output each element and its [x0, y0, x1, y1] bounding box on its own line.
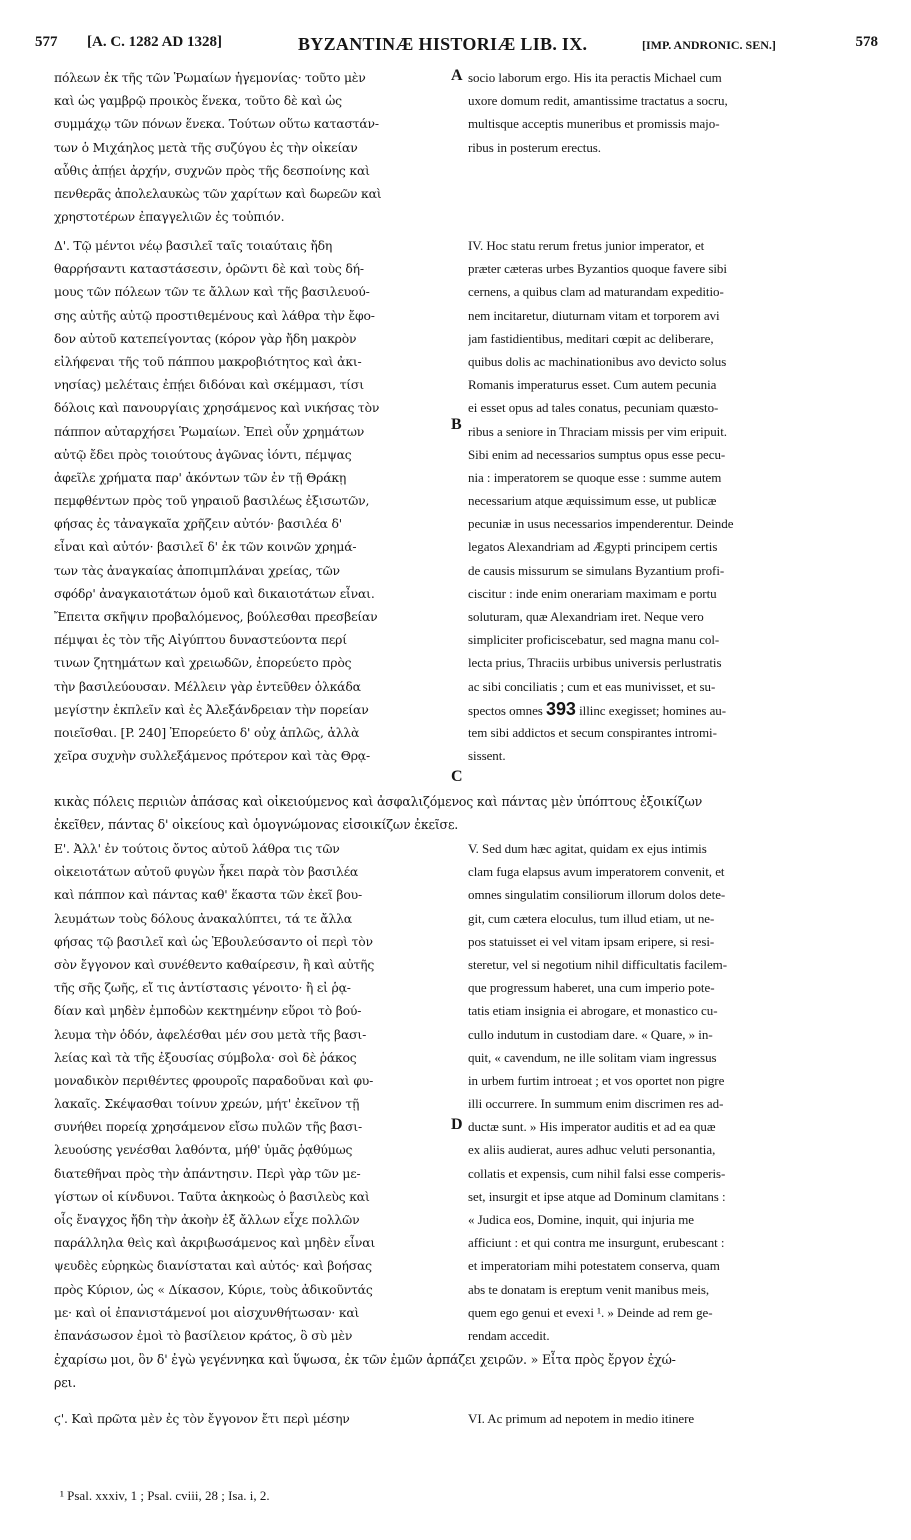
- text-line: et imperatoriam mihi potestatem conserva, quam: [468, 1258, 720, 1274]
- text-line: socio laborum ergo. His ita peractis Michael cum: [468, 70, 722, 85]
- text-line: λευούσης γενέσθαι λαθόντα, μήθ' ὑμᾶς ῥᾳθύμως: [54, 1142, 353, 1158]
- text-line: νησίας) μελέταις ἐπῄει διδόναι καὶ σκέμμασι, τίσι: [54, 377, 364, 393]
- text-line: τὴν βασιλεύουσαν. Μέλλειν γὰρ ἐντεῦθεν ὁλκάδα: [54, 678, 361, 694]
- text-line: afficiunt : et qui contra me insurgunt, erubescant :: [468, 1235, 725, 1251]
- text-line: necessarium atque æquissimum esse, ut publicæ: [468, 493, 717, 509]
- running-header-title: BYZANTINÆ HISTORIÆ LIB. IX.: [298, 34, 588, 54]
- text-line: πρὸς Κύριον, ὡς « Δίκασον, Κύριε, τοὺς ἀδικοῦντάς: [54, 1281, 373, 1297]
- greek-full-width-line: ἐχαρίσω μοι, ὃν δ' ἐγὼ γεγέννηκα καὶ ὕψωσα, ἐκ τῶν ἐμῶν ἁρπάζει χειρῶν. » Εἶτα πρὸς ἔργον ἐχώ-: [54, 1352, 676, 1367]
- text-line: collatis et expensis, cum nihil falsi esse comperis-: [468, 1165, 726, 1181]
- margin-marker-b: B: [451, 416, 462, 433]
- text-line: συμμάχῳ τῶν πόνων ἕνεκα. Τούτων οὕτω καταστάν-: [54, 116, 379, 132]
- margin-marker-d: D: [451, 1116, 463, 1133]
- text-segment: illinc exegisset; homines au-: [575, 702, 727, 718]
- text-line: omnes singulatim consiliorum illorum dolos dete-: [468, 887, 726, 903]
- text-line: set, insurgit et ipse atque ad Dominum clamitans :: [468, 1188, 726, 1204]
- text-line: ἐπανάσωσον ἐμοὶ τὸ βασίλειον κράτος, ὃ σὺ μὲν: [54, 1327, 353, 1343]
- greek-full-width-line: ρει.: [54, 1375, 77, 1390]
- text-line: quem ego genui et evexi ¹. » Deinde ad rem ge-: [468, 1304, 713, 1320]
- text-line: rendam accedit.: [468, 1327, 550, 1343]
- text-line: nem incitaretur, diuturnam vitam et torporem avi: [468, 307, 720, 323]
- text-line: των τὰς ἀναγκαίας ἀποπιμπλάναι χρείας, τῶν: [54, 562, 340, 578]
- greek-full-width-line: ἐκεῖθεν, πάντας δ' οἰκείους καὶ ὁμογνώμονας εἰσοικίζων ἐκεῖσε.: [54, 817, 459, 832]
- text-line: steretur, vel si negotium nihil difficultatis facilem-: [468, 956, 728, 972]
- text-line: λευμα τὴν ὁδόν, ἀφελέσθαι μέν σου μετὰ τῆς βασι-: [54, 1026, 367, 1042]
- text-line: ex aliis audierat, aures adhuc veluti personantia,: [468, 1142, 716, 1158]
- text-line: πέμψαι ἐς τὸν τῆς Αἰγύπτου δυναστεύοντα περί: [54, 632, 347, 648]
- text-line: uxore domum redit, amantissime tractatus a socru,: [468, 93, 728, 109]
- text-line: μεγίστην ἐκπλεῖν καὶ ἐς Ἀλεξάνδρειαν τὴν πορείαν: [54, 701, 369, 717]
- margin-marker-c: C: [451, 768, 463, 785]
- running-header-left: [35, 34, 222, 58]
- text-line: μοναδικὸν περιθέντες φρουροῖς παραδοῦναι καὶ φυ-: [54, 1072, 374, 1088]
- text-line: Δ'. Τῷ μέντοι νέῳ βασιλεῖ ταῖς τοιαύταις ἤδη: [54, 238, 333, 253]
- text-line: jam fastidientibus, meditari cœpit ac deliberare,: [468, 330, 714, 346]
- text-line: καὶ ὡς γαμβρῷ προικὸς ἕνεκα, τοῦτο δὲ καὶ ὡς: [54, 93, 342, 109]
- footnote: ¹ Psal. xxxiv, 1 ; Psal. cviii, 28 ; Isa. i, 2.: [60, 1488, 270, 1503]
- text-line: θαρρήσαντι καταστάσεσιν, ὁρῶντι δὲ καὶ τοὺς δή-: [54, 261, 364, 277]
- text-line: με· καὶ οἱ ἐπανιστάμενοί μοι αἰσχυνθήτωσαν· καὶ: [54, 1304, 360, 1320]
- text-line-with-page-number: [468, 698, 878, 721]
- text-line: ei esset opus ad tales conatus, pecuniam quæsto-: [468, 400, 719, 416]
- text-line: illi occurrere. In summum enim discrimen res ad-: [468, 1096, 724, 1112]
- greek-column-section-v: [54, 837, 464, 1347]
- text-line: δίαν καὶ μηδὲν ἐμποδὼν κεκτημένην εὕροι τὸ βού-: [54, 1003, 362, 1019]
- text-line: των ὁ Μιχάηλος μετὰ τῆς συζύγου ἐς τὴν οἰκείαν: [54, 139, 358, 155]
- text-line: ac sibi conciliatis ; cum et eas munivisset, et su-: [468, 678, 716, 694]
- text-line: φήσας ἐς τἀναγκαῖα χρῆζειν αὐτόν· βασιλέα δ': [54, 516, 342, 532]
- text-line: παράλληλα θεὶς καὶ ἀκριβωσάμενος καὶ μηδὲν εἶναι: [54, 1235, 376, 1251]
- greek-column-section-vi: [54, 1407, 464, 1430]
- text-line: εἰλήφεναι τῆς τοῦ πάππου μακροβιότητος καὶ ἀκι-: [54, 353, 362, 369]
- text-line: δον αὐτοῦ κατεπείγοντας (κόρον γὰρ ἤδη μακρὸν: [54, 330, 357, 346]
- text-line: tatis etiam insignia ei abrogare, et monastico cu-: [468, 1003, 718, 1019]
- text-line: abs te donatam is ereptum venit manibus meis,: [468, 1281, 710, 1297]
- text-line: que progressum haberet, una cum imperio pote-: [468, 980, 715, 996]
- text-line: Sibi enim ad necessarios sumptus opus esse pecu-: [468, 446, 726, 462]
- text-line: πεμφθέντων πρὸς τοῦ γηραιοῦ βασιλέως ἐξισωτῶν,: [54, 493, 370, 509]
- text-line: quit, « cavendum, ne ille solitam viam ingressus: [468, 1049, 717, 1065]
- greek-full-width-line: κικὰς πόλεις περιιὼν ἁπάσας καὶ οἰκειούμενος καὶ ἀσφαλιζόμενος καὶ πάντας μὲν ὑπόπτους ἐξοικίζων: [54, 794, 703, 809]
- latin-column-section-iv: [468, 234, 878, 767]
- text-line: Ε'. Ἀλλ' ἐν τούτοις ὄντος αὐτοῦ λάθρα τις τῶν: [54, 841, 340, 856]
- text-line: V. Sed dum hæc agitat, quidam ex ejus intimis: [468, 841, 707, 856]
- text-line: χεῖρα συχνὴν συλλεξάμενος πρότερον καὶ τὰς Θρᾳ-: [54, 748, 370, 764]
- page-number-left: 577: [35, 34, 58, 50]
- text-line: in urbem furtim introeat ; et vos oportet non pigre: [468, 1072, 725, 1088]
- text-line: tem sibi addictos et secum conspirantes intromi-: [468, 724, 717, 740]
- text-line: Ἔπειτα σκῆψιν προβαλόμενος, βούλεσθαι πρεσβείαν: [54, 609, 378, 624]
- page-number-right: 578: [855, 34, 878, 50]
- text-line: λείας καὶ τὰ τῆς ἐξουσίας σύμβολα· σοὶ δὲ ῥάκος: [54, 1049, 357, 1065]
- text-line: præter cæteras urbes Byzantios quoque favere sibi: [468, 261, 727, 277]
- text-line: Romanis imperaturus esset. Cum autem pecunia: [468, 377, 717, 393]
- text-line: ductæ sunt. » His imperator auditis et ad ea quæ: [468, 1119, 716, 1135]
- text-line: χρηστοτέρων ἐπαγγελιῶν ἐς τοὐπιόν.: [54, 209, 285, 225]
- header-dates: [A. C. 1282 AD 1328]: [87, 34, 222, 50]
- text-line: πενθερᾶς ἀπολελαυκὼς τῶν χαρίτων καὶ δωρεῶν καὶ: [54, 185, 382, 201]
- text-line: αὐτῷ ἔδει πρὸς τοιούτους ἀγῶνας ἰόντι, πέμψας: [54, 446, 352, 462]
- text-line: ribus a seniore in Thraciam missis per vim eripuit.: [468, 423, 727, 439]
- text-line: γίστων οἱ κίνδυνοι. Ταῦτα ἀκηκοὼς ὁ βασιλεὺς καὶ: [54, 1188, 370, 1204]
- text-line: σὸν ἔγγονον καὶ συνέθεντο καθαίρεσιν, ἢ καὶ αὐτῆς: [54, 956, 375, 972]
- inline-page-number: 393: [546, 698, 576, 719]
- text-line: ciscitur : inde enim onerariam maximam e portu: [468, 585, 717, 601]
- text-line: πάππον αὐταρχήσει Ῥωμαίων. Ἐπεὶ οὖν χρημάτων: [54, 423, 365, 439]
- text-line: soluturam, quæ Alexandriam iret. Neque vero: [468, 609, 704, 624]
- text-line: μους τῶν πόλεων τῶν τε ἄλλων καὶ τῆς βασιλευού-: [54, 284, 370, 300]
- text-line: οἷς ἔναγχος ἤδη τὴν ἀκοὴν ἐξ ἄλλων εἶχε πολλῶν: [54, 1212, 360, 1227]
- text-line: ribus in posterum erectus.: [468, 139, 602, 155]
- text-line: de causis missurum se simulans Byzantium profi-: [468, 562, 725, 578]
- text-line: VI. Ac primum ad nepotem in medio itinere: [468, 1411, 695, 1426]
- text-line: σης αὐτῆς αὐτῷ προστιθεμένους καὶ λάθρα τὴν ἔφο-: [54, 307, 375, 323]
- text-line: simpliciter proficiscebatur, sed magna manu col-: [468, 632, 720, 648]
- latin-column-section-v: [468, 837, 878, 1347]
- text-line: ψευδὲς εὑρηκὼς διανίσταται καὶ αὐτός· καὶ βοήσας: [54, 1258, 372, 1274]
- text-segment: spectos omnes: [468, 702, 547, 718]
- text-line: καὶ πάππον καὶ πάντας καθ' ἕκαστα τῶν ἐκεῖ βου-: [54, 887, 362, 903]
- text-line: legatos Alexandriam ad Ægypti principem certis: [468, 539, 718, 555]
- text-line: ποιεῖσθαι. [P. 240] Ἐπορεύετο δ' οὐχ ἁπλῶς, ἀλλὰ: [54, 724, 360, 740]
- text-line: φήσας τῷ βασιλεῖ καὶ ὡς Ἐβουλεύσαντο οἱ περὶ τὸν: [54, 933, 373, 949]
- margin-marker-a: A: [451, 67, 463, 84]
- greek-column-section-a: [54, 66, 464, 228]
- text-line: IV. Hoc statu rerum fretus junior imperator, et: [468, 238, 705, 253]
- text-line: δόλοις καὶ πανουργίαις χρησάμενος καὶ νικήσας τὸν: [54, 400, 380, 416]
- text-line: συνήθει πορείᾳ χρησάμενον εἴσω πυλῶν τῆς βασι-: [54, 1119, 362, 1135]
- text-line: pos statuisset ei vel vitam ipsam eripere, si resi-: [468, 933, 715, 949]
- text-line: pecuniæ in usus necessarios impenderentur. Deinde: [468, 516, 734, 532]
- text-line: διατεθῆναι πρὸς τὴν ἀπάντησιν. Περὶ γὰρ τῶν με-: [54, 1165, 361, 1181]
- text-line: αὖθις ἀπῄει ἀρχήν, συχνῶν πρὸς τῆς δεσποίνης καὶ: [54, 162, 370, 178]
- text-line: sissent.: [468, 748, 506, 764]
- latin-column-section-a: [468, 66, 878, 159]
- text-line: ἀφεῖλε χρήματα παρ' ἀκόντων τῶν ἐν τῇ Θράκῃ: [54, 469, 347, 485]
- text-line: σφόδρ' ἀναγκαιοτάτων ὁμοῦ καὶ δικαιοτάτων εἶναι.: [54, 585, 375, 601]
- greek-column-section-iv: [54, 234, 464, 767]
- running-header-subtitle: [IMP. ANDRONIC. SEN.]: [642, 38, 776, 52]
- text-line: οἰκειοτάτων αὐτοῦ φυγὼν ἧκει παρὰ τὸν βασιλέα: [54, 864, 359, 880]
- latin-column-section-vi: [468, 1407, 878, 1430]
- text-line: cernens, a quibus clam ad maturandam expeditio-: [468, 284, 724, 300]
- text-line: clam fuga elapsus avum imperatorem convenit, et: [468, 864, 725, 880]
- text-line: « Judica eos, Domine, inquit, qui injuria me: [468, 1212, 694, 1227]
- text-line: quibus dolis ac machinationibus avo devicto solus: [468, 353, 727, 369]
- text-line: cullo indutum in custodiam dare. « Quare, » in-: [468, 1026, 713, 1042]
- text-line: lecta prius, Thraciis urbibus universis perlustratis: [468, 655, 722, 671]
- text-line: λευμάτων τοὺς δόλους ἀνακαλύπτει, τά τε ἄλλα: [54, 910, 352, 926]
- text-line: multisque acceptis muneribus et promissis majo-: [468, 116, 720, 132]
- text-line: nia : imperatorem se quoque esse : summe autem: [468, 469, 722, 485]
- text-line: τινων ζητημάτων καὶ χρειωδῶν, ἐπορεύετο πρὸς: [54, 655, 352, 671]
- text-line: λακαῖς. Σκέψασθαι τοίνυν χρεών, μήτ' ἐκεῖνον τῇ: [54, 1096, 360, 1112]
- text-line: git, cum cætera eloculus, tum illud etiam, ut ne-: [468, 910, 715, 926]
- text-line: τῆς σῆς ζωῆς, εἴ τις ἀντίστασις γένοιτο· ἢ εἰ ῥᾳ-: [54, 980, 351, 996]
- text-line: εἶναι καὶ αὐτόν· βασιλεῖ δ' ἐκ τῶν κοινῶν χρημά-: [54, 539, 357, 555]
- text-line: ϛ'. Καὶ πρῶτα μὲν ἐς τὸν ἔγγονον ἔτι περὶ μέσην: [54, 1411, 350, 1426]
- text-line: πόλεων ἐκ τῆς τῶν Ῥωμαίων ἡγεμονίας· τοῦτο μὲν: [54, 70, 366, 85]
